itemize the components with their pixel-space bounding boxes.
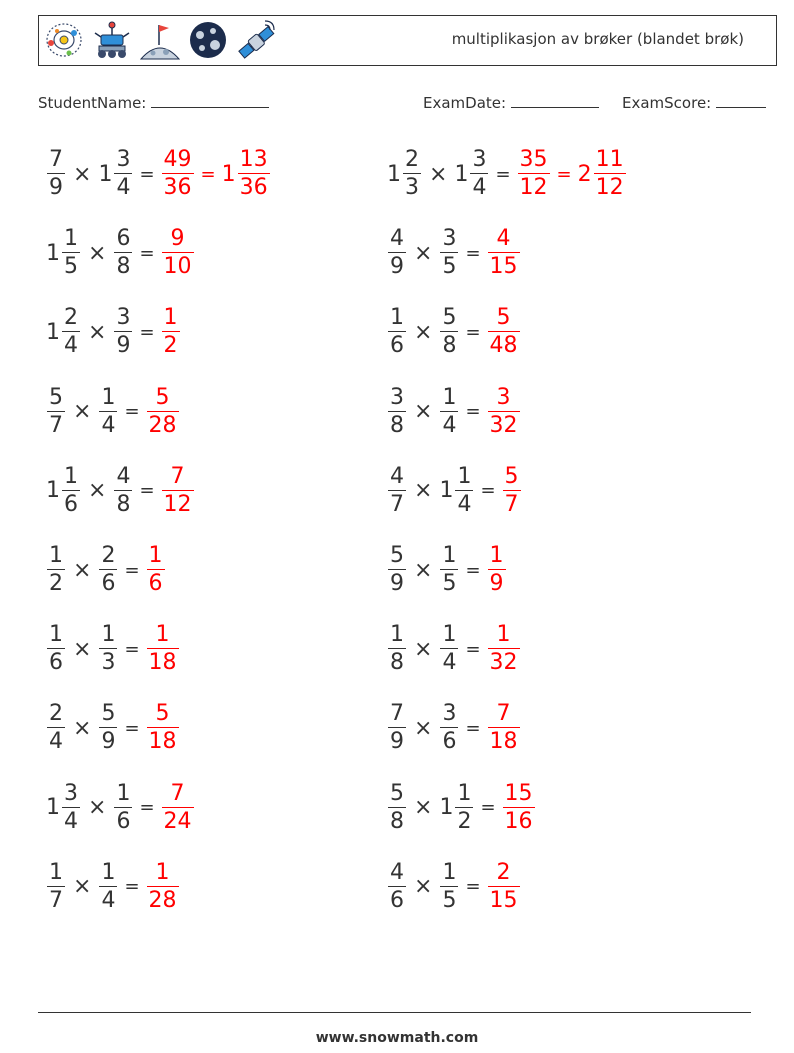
times-sign: × (414, 478, 433, 504)
fraction (147, 703, 179, 753)
denominator: 15 (489, 254, 518, 280)
fraction (440, 545, 458, 595)
numerator: 6 (116, 226, 131, 252)
denominator: 8 (390, 808, 404, 834)
whole-number: 1 (46, 478, 60, 504)
whole-number: 1 (221, 161, 236, 187)
answer (487, 859, 521, 913)
fraction (440, 228, 458, 278)
fraction (162, 780, 194, 834)
denominator: 4 (101, 412, 116, 438)
denominator: 8 (116, 491, 131, 517)
fraction (114, 463, 132, 517)
fraction (162, 307, 180, 357)
fraction (47, 703, 65, 753)
numerator: 1 (64, 463, 78, 489)
numerator: 1 (64, 226, 78, 252)
numerator: 1 (116, 780, 131, 806)
fraction (488, 624, 520, 674)
denominator: 4 (64, 808, 78, 834)
problem-9 (46, 461, 195, 521)
denominator: 5 (64, 254, 78, 280)
times-sign: × (73, 399, 92, 425)
denominator: 4 (101, 887, 116, 913)
denominator: 9 (390, 571, 404, 596)
denominator: 9 (489, 571, 504, 596)
fraction (388, 463, 406, 517)
answer (502, 463, 522, 517)
problem-10 (387, 461, 522, 521)
fraction (518, 149, 550, 199)
numerator: 1 (163, 305, 178, 331)
denominator: 4 (472, 175, 487, 200)
denominator: 12 (519, 175, 548, 200)
numerator: 1 (155, 859, 170, 885)
answer (502, 780, 536, 834)
footer-url: www.snowmath.com (315, 1030, 479, 1046)
numerator: 1 (155, 622, 170, 648)
denominator: 3 (101, 650, 116, 676)
numerator: 13 (239, 147, 268, 172)
problem-18 (387, 778, 536, 838)
fraction (99, 703, 117, 753)
answer (161, 780, 195, 834)
equals-sign: = (139, 480, 155, 502)
denominator: 4 (49, 729, 63, 755)
fraction (488, 228, 520, 278)
fraction (503, 463, 521, 517)
exam-score-blank[interactable] (716, 93, 766, 108)
fraction (455, 780, 473, 834)
problem-2 (387, 144, 627, 204)
denominator: 6 (390, 333, 404, 359)
equals-sign: = (124, 638, 140, 660)
numerator: 3 (116, 147, 131, 172)
numerator: 7 (170, 780, 185, 806)
fraction (455, 463, 473, 517)
denominator: 2 (49, 571, 63, 596)
numerator: 2 (405, 147, 419, 172)
answer (146, 384, 180, 438)
fraction (147, 545, 165, 595)
equals-sign: = (200, 163, 216, 185)
fraction (440, 859, 458, 913)
fraction (47, 149, 65, 199)
equals-sign: = (124, 717, 140, 739)
answer (487, 228, 521, 278)
numerator: 4 (390, 226, 404, 252)
denominator: 6 (442, 729, 457, 755)
fraction (388, 545, 406, 595)
answer (161, 149, 271, 199)
equals-sign: = (465, 321, 481, 343)
numerator: 2 (49, 701, 63, 727)
denominator: 12 (595, 175, 624, 200)
satellite-icon (235, 19, 277, 61)
denominator: 36 (239, 175, 268, 200)
fraction (147, 624, 179, 674)
fraction (594, 149, 626, 199)
numerator: 49 (163, 147, 192, 172)
problem-3 (46, 223, 195, 283)
problem-8 (387, 382, 521, 442)
fraction (440, 307, 458, 357)
denominator: 9 (390, 254, 404, 280)
numerator: 4 (116, 463, 131, 489)
equals-sign: = (480, 797, 496, 819)
numerator: 5 (155, 384, 170, 410)
worksheet-header (38, 15, 777, 66)
problem-7 (46, 382, 180, 442)
fraction (62, 463, 80, 517)
denominator: 2 (457, 808, 472, 834)
fraction (388, 624, 406, 674)
equals-sign: = (465, 401, 481, 423)
denominator: 6 (390, 887, 404, 913)
numerator: 1 (148, 543, 163, 568)
answer (146, 859, 180, 913)
numerator: 3 (496, 384, 511, 410)
equals-sign: = (139, 163, 155, 185)
times-sign: × (88, 319, 107, 345)
fraction (388, 384, 406, 438)
fraction (114, 149, 132, 199)
denominator: 6 (101, 571, 116, 596)
exam-score-field (622, 93, 766, 112)
denominator: 4 (442, 412, 457, 438)
fraction (470, 149, 488, 199)
answer (161, 463, 195, 517)
times-sign: × (73, 636, 92, 662)
times-sign: × (414, 557, 433, 583)
problem-1 (46, 144, 271, 204)
fraction (488, 859, 520, 913)
numerator: 7 (170, 463, 185, 489)
times-sign: × (414, 319, 433, 345)
times-sign: × (414, 240, 433, 266)
numerator: 1 (442, 622, 457, 648)
fraction (99, 624, 117, 674)
fraction (388, 703, 406, 753)
problem-6 (387, 302, 521, 362)
answer (487, 624, 521, 674)
answer (487, 545, 507, 595)
denominator: 10 (163, 254, 192, 280)
answer (517, 149, 627, 199)
fraction (403, 149, 421, 199)
answer (487, 703, 521, 753)
denominator: 9 (116, 333, 131, 359)
whole-number: 1 (439, 478, 454, 504)
problem-11 (46, 540, 166, 600)
fraction (99, 384, 117, 438)
numerator: 7 (496, 701, 511, 727)
numerator: 11 (595, 147, 624, 172)
numerator: 1 (457, 463, 472, 489)
student-name-label: StudentName: (38, 94, 147, 112)
equals-sign: = (139, 242, 155, 264)
problem-14 (387, 619, 521, 679)
denominator: 32 (489, 412, 518, 438)
numerator: 4 (390, 859, 404, 885)
numerator: 2 (64, 305, 78, 331)
fraction (488, 545, 506, 595)
numerator: 3 (472, 147, 487, 172)
denominator: 48 (489, 333, 518, 359)
answer (161, 228, 195, 278)
fraction (114, 307, 132, 357)
equals-sign: = (465, 876, 481, 898)
fraction (388, 307, 406, 357)
numerator: 5 (101, 701, 116, 727)
problem-19 (46, 857, 180, 917)
fraction (162, 228, 194, 278)
answer (146, 545, 166, 595)
worksheet-title: multiplikasjon av brøker (blandet brøk) (451, 30, 744, 48)
denominator: 5 (442, 887, 457, 913)
whole-number: 1 (454, 161, 469, 187)
denominator: 15 (489, 887, 518, 913)
numerator: 15 (504, 780, 533, 806)
times-sign: × (73, 557, 92, 583)
numerator: 3 (390, 384, 404, 410)
denominator: 4 (442, 650, 457, 676)
numerator: 1 (390, 305, 404, 331)
whole-number: 1 (387, 161, 401, 187)
student-name-blank[interactable] (151, 93, 269, 108)
numerator: 1 (49, 859, 63, 885)
times-sign: × (429, 161, 448, 187)
fraction (47, 384, 65, 438)
fraction (47, 545, 65, 595)
numerator: 5 (442, 305, 457, 331)
denominator: 24 (163, 808, 192, 834)
numerator: 5 (155, 701, 170, 727)
moon-rover-icon (91, 19, 133, 61)
moon-flag-icon (139, 19, 181, 61)
denominator: 5 (442, 254, 457, 280)
fraction (488, 384, 520, 438)
equals-sign: = (124, 401, 140, 423)
equals-sign: = (139, 321, 155, 343)
numerator: 1 (457, 780, 472, 806)
problem-15 (46, 698, 180, 758)
numerator: 3 (442, 226, 457, 252)
numerator: 1 (489, 543, 504, 568)
times-sign: × (88, 478, 107, 504)
numerator: 1 (496, 622, 511, 648)
exam-score-label: ExamScore: (622, 94, 712, 112)
denominator: 8 (116, 254, 131, 280)
times-sign: × (73, 161, 92, 187)
denominator: 28 (148, 412, 177, 438)
denominator: 4 (457, 491, 472, 517)
answer (161, 307, 181, 357)
denominator: 5 (442, 571, 457, 596)
denominator: 18 (148, 650, 177, 676)
equals-sign: = (124, 559, 140, 581)
equals-sign: = (465, 717, 481, 739)
denominator: 7 (49, 412, 63, 438)
denominator: 3 (405, 175, 419, 200)
fraction (488, 703, 520, 753)
denominator: 4 (64, 333, 78, 359)
problem-5 (46, 302, 181, 362)
denominator: 2 (163, 333, 178, 359)
times-sign: × (414, 636, 433, 662)
fraction (147, 384, 179, 438)
fraction (47, 859, 65, 913)
numerator: 1 (442, 859, 457, 885)
problem-12 (387, 540, 507, 600)
numerator: 3 (442, 701, 457, 727)
denominator: 7 (49, 887, 63, 913)
fraction (162, 463, 194, 517)
equals-sign: = (556, 163, 572, 185)
numerator: 7 (49, 147, 63, 172)
whole-number: 1 (439, 795, 454, 821)
denominator: 7 (504, 491, 519, 517)
fraction (162, 149, 194, 199)
times-sign: × (414, 715, 433, 741)
problem-4 (387, 223, 521, 283)
numerator: 2 (496, 859, 511, 885)
whole-number: 1 (98, 161, 113, 187)
numerator: 3 (64, 780, 78, 806)
numerator: 5 (496, 305, 511, 331)
answer (146, 624, 180, 674)
denominator: 18 (148, 729, 177, 755)
numerator: 1 (442, 384, 457, 410)
denominator: 6 (148, 571, 163, 596)
header-icons (43, 19, 277, 63)
denominator: 9 (49, 175, 63, 200)
numerator: 5 (49, 384, 63, 410)
moon-icon (187, 19, 229, 61)
fraction (440, 703, 458, 753)
numerator: 7 (390, 701, 404, 727)
numerator: 35 (519, 147, 548, 172)
fraction (99, 545, 117, 595)
numerator: 1 (101, 859, 116, 885)
times-sign: × (73, 715, 92, 741)
equals-sign: = (465, 559, 481, 581)
exam-date-blank[interactable] (511, 93, 599, 108)
denominator: 18 (489, 729, 518, 755)
fraction (503, 780, 535, 834)
numerator: 5 (390, 543, 404, 568)
denominator: 9 (101, 729, 116, 755)
problem-20 (387, 857, 521, 917)
numerator: 1 (442, 543, 457, 568)
numerator: 1 (101, 384, 116, 410)
exam-date-field (423, 93, 599, 112)
equals-sign: = (480, 480, 496, 502)
numerator: 5 (504, 463, 519, 489)
answer (487, 307, 521, 357)
numerator: 1 (101, 622, 116, 648)
denominator: 7 (390, 491, 404, 517)
fraction (114, 228, 132, 278)
whole-number: 2 (577, 161, 592, 187)
whole-number: 1 (46, 240, 60, 266)
fraction (388, 780, 406, 834)
times-sign: × (88, 240, 107, 266)
fraction (114, 780, 132, 834)
problem-13 (46, 619, 180, 679)
fraction (62, 307, 80, 357)
fraction (147, 859, 179, 913)
times-sign: × (88, 795, 107, 821)
answer (146, 703, 180, 753)
solar-system-icon (43, 19, 85, 61)
denominator: 12 (163, 491, 192, 517)
whole-number: 1 (46, 319, 60, 345)
times-sign: × (414, 874, 433, 900)
denominator: 28 (148, 887, 177, 913)
denominator: 6 (64, 491, 78, 517)
denominator: 8 (390, 412, 404, 438)
times-sign: × (414, 399, 433, 425)
fraction (62, 780, 80, 834)
times-sign: × (73, 874, 92, 900)
numerator: 9 (170, 226, 185, 252)
denominator: 6 (116, 808, 131, 834)
numerator: 1 (390, 622, 404, 648)
denominator: 36 (163, 175, 192, 200)
denominator: 16 (504, 808, 533, 834)
denominator: 8 (442, 333, 457, 359)
fraction (238, 149, 270, 199)
times-sign: × (414, 795, 433, 821)
answer (487, 384, 521, 438)
fraction (440, 384, 458, 438)
whole-number: 1 (46, 795, 60, 821)
denominator: 6 (49, 650, 63, 676)
denominator: 4 (116, 175, 131, 200)
numerator: 4 (496, 226, 511, 252)
denominator: 9 (390, 729, 404, 755)
fraction (440, 624, 458, 674)
numerator: 5 (390, 780, 404, 806)
fraction (388, 859, 406, 913)
numerator: 1 (49, 622, 63, 648)
exam-date-label: ExamDate: (423, 94, 507, 112)
denominator: 8 (390, 650, 404, 676)
equals-sign: = (139, 797, 155, 819)
student-name-field (38, 93, 269, 112)
problem-17 (46, 778, 195, 838)
numerator: 3 (116, 305, 131, 331)
fraction (488, 307, 520, 357)
fraction (388, 228, 406, 278)
fraction (99, 859, 117, 913)
footer-divider (38, 1012, 751, 1013)
equals-sign: = (495, 163, 511, 185)
fraction (47, 624, 65, 674)
fraction (62, 228, 80, 278)
numerator: 1 (49, 543, 63, 568)
numerator: 4 (390, 463, 404, 489)
denominator: 32 (489, 650, 518, 676)
problem-16 (387, 698, 521, 758)
equals-sign: = (465, 638, 481, 660)
equals-sign: = (124, 876, 140, 898)
equals-sign: = (465, 242, 481, 264)
numerator: 2 (101, 543, 116, 568)
